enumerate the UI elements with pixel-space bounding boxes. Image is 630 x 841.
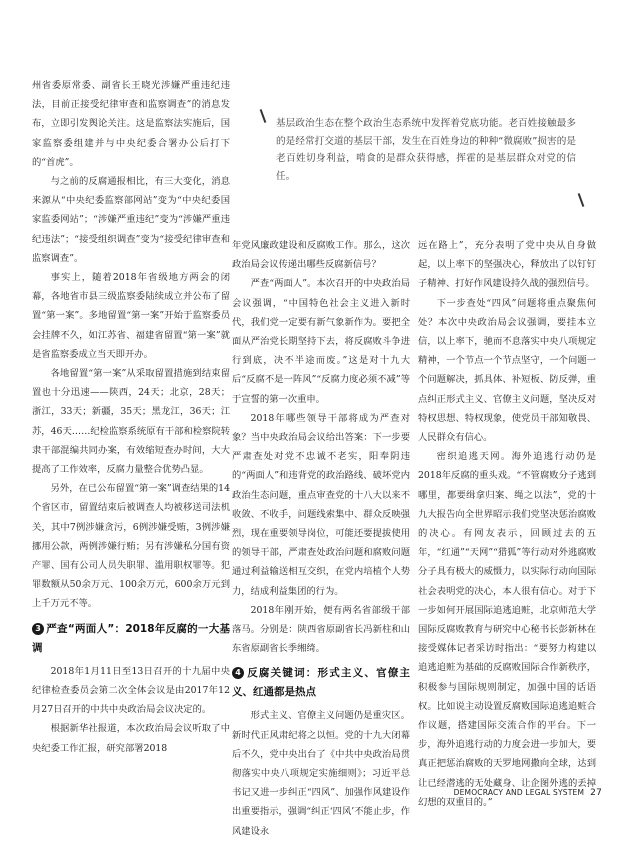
section-number-badge: 4: [232, 667, 244, 679]
paragraph: 严查“两面人”。本次召开的中央政治局会议强调，“中国特色社会主义进入新时代，我们党一定要有新气象新作为。要把全面从严治党长期坚持下去，将反腐败斗争进行到底，决不半途而废。”这是对十九大后“反腐不是一阵风”“反腐力度必须不减”等于宣誓的第一次重申。: [232, 278, 410, 405]
paragraph: 远在路上”，充分表明了党中央从自身做起，以上率下的坚强决心，释放出了以钉钉子精神、打好作风建设持久战的强烈信号。: [418, 240, 596, 290]
paragraph: 2018年刚开始，便有两名省部级干部落马。分别是：陕西省原副省长冯新柱和山东省原副省长季缃绮。: [232, 604, 410, 655]
paragraph: 年党风廉政建设和反腐败工作。那么，这次政治局会议传递出哪些反腐新信号？: [232, 240, 410, 271]
quote-mark-left: [260, 109, 267, 123]
column-right: [418, 236, 596, 812]
pull-quote-text: 基层政治生态在整个政治生态系统中发挥着党底功能。老百姓接触最多的是经常打交道的基层干部，发生在百姓身边的种种“微腐败”损害的是老百姓切身利益，啃食的是群众获得感，挥霍的是基层群众对党的信任。: [276, 118, 576, 182]
paragraph: 各地留置“第一案”从采取留置措施到结束留置也十分迅速——陕西，24天；北京，28天；浙江，33天；新疆，35天；黑龙江，36天；江苏，46天……纪检监察系统原有干部和检察院转隶干部混编共同办案，有效缩短查办时间，大大提高了工作效率，反腐力量整合优势凸显。: [32, 368, 230, 476]
section-heading-text: 严查“两面人”：2018年反腐的一大基调: [32, 622, 230, 654]
paragraph: 事实上，随着2018年省级地方两会的闭幕，各地省市县三级监察委陆续成立并公布了留置“第一案”。多地留置“第一案”开始于监察委员会挂牌不久，如江苏省、福建省留置“第一案”就是省监察委成立当天即开办。: [32, 272, 230, 360]
paragraph: 根据新华社报道，本次政治局会议听取了中央纪委工作汇报，研究部署2018: [32, 723, 230, 754]
paragraph: 2018年1月11日至13日召开的十九届中央纪律检查委员会第二次全体会议是由2017年12月27日召开的中共中央政治局会议决定的。: [32, 665, 230, 716]
paragraph: 另外，在已公布留置“第一案”调查结果的14个省区市，留置结束后被调查人均被移送司法机关，其中7例涉嫌贪污，6例涉嫌受贿，3例涉嫌挪用公款，两例涉嫌行贿；另有涉嫌私分国有资产罪、国有公司人员失职罪、滥用职权罪等。犯罪数额从50余万元、100余万元，600余万元到上千万元不等。: [32, 483, 230, 610]
column-left: [32, 76, 230, 758]
page-number: 27: [590, 788, 602, 798]
paragraph: 2018年哪些领导干部将成为严查对象？当中央政治局会议给出答案：下一步要严肃查处对党不忠诚不老实，阳奉阴违的“两面人”和违背党的政治路线、破坏党内政治生态问题，重点审查党的十八大以来不收敛、不收手，问题线索集中、群众反映强烈，现在重要领导岗位，可能还要提拔使用的领导干部，严肃查处政治问题和腐败问题通过利益输送相互交织，在党内培植个人势力，结成利益集团的行为。: [232, 412, 410, 597]
section-number-badge: 3: [32, 623, 44, 635]
page-footer: [454, 788, 602, 798]
section-heading-text: 反腐关键词：形式主义、官僚主义、红通都是热点: [232, 667, 410, 699]
quote-mark-right: [578, 193, 585, 207]
section-heading-4: [232, 664, 410, 702]
paragraph: 形式主义、官僚主义问题仍是重灾区。新时代正风肃纪将之以恒。党的十九大闭幕后不久，党中央出台了《中共中央政治局贯彻落实中央八项规定实施细则》；习近平总书记又进一步纠正“四风”、加强作风建设作出重要指示，强调“纠正‘四风’不能止步，作风建设永: [232, 710, 411, 837]
paragraph: 与之前的反腐通报相比，有三大变化，消息来源从“中央纪委监察部网站”变为“中央纪委国家监委网站”；“涉嫌严重违纪”变为“涉嫌严重违纪违法”；“接受组织调查”变为“接受纪律审查和监察调查”。: [32, 176, 230, 264]
paragraph: 密织追逃天网。海外追逃行动仍是2018年反腐的重头戏。“不管腐败分子逃到哪里，都要缉拿归案、绳之以法”，党的十九大报告向全世界昭示我们党坚决惩治腐败的决心。有网友表示，回顾过去的五年，“红通”“天网”“猎狐”等行动对外逃腐败分子具有极大的威慑力，以实际行动向国际社会表明党的决心，本人很有信心。对于下一步如何开展国际追逃追赃，北京师范大学国际反腐败教育与研究中心秘书长彭新林在接受媒体记者采访时指出：“要努力构建以追逃追赃为基础的反腐败国际合作新秩序，积极参与国际规则制定，加强中国的话语权。比如说主动设置反腐败国际追逃追赃合作议题，搭建国际交流合作的平台。下一步，海外追逃行动的力度会进一步加大，要真正把惩治腐败的天罗地网撒向全球，达到让已经潜逃的无处藏身、让企图外逃的丢掉幻想的双重目的。”: [418, 451, 596, 808]
column-middle: [232, 236, 410, 841]
paragraph: 州省委原常委、副省长王晓光涉嫌严重违纪违法，目前正接受纪律审查和监察调查”的消息发布，立即引发舆论关注。这是监察法实施后，国家监察委组建并与中央纪委合署办公后打下的“首虎”。: [32, 80, 230, 168]
section-heading-3: [32, 620, 230, 658]
magazine-name: DEMOCRACY AND LEGAL SYSTEM: [453, 788, 585, 797]
pull-quote: [276, 115, 576, 185]
paragraph: 下一步查处“四风”问题将重点聚焦何处？本次中央政治局会议强调，要挂本立信，以上率下，驰而不息落实中央八项规定精神，一个节点一个节点坚守，一个问题一个问题解决，抓具体、补短板、防反弹，重点纠正形式主义、官僚主义问题，坚决反对特权思想、特权现象，使党员干部知敬畏、人民群众有信心。: [418, 297, 596, 444]
